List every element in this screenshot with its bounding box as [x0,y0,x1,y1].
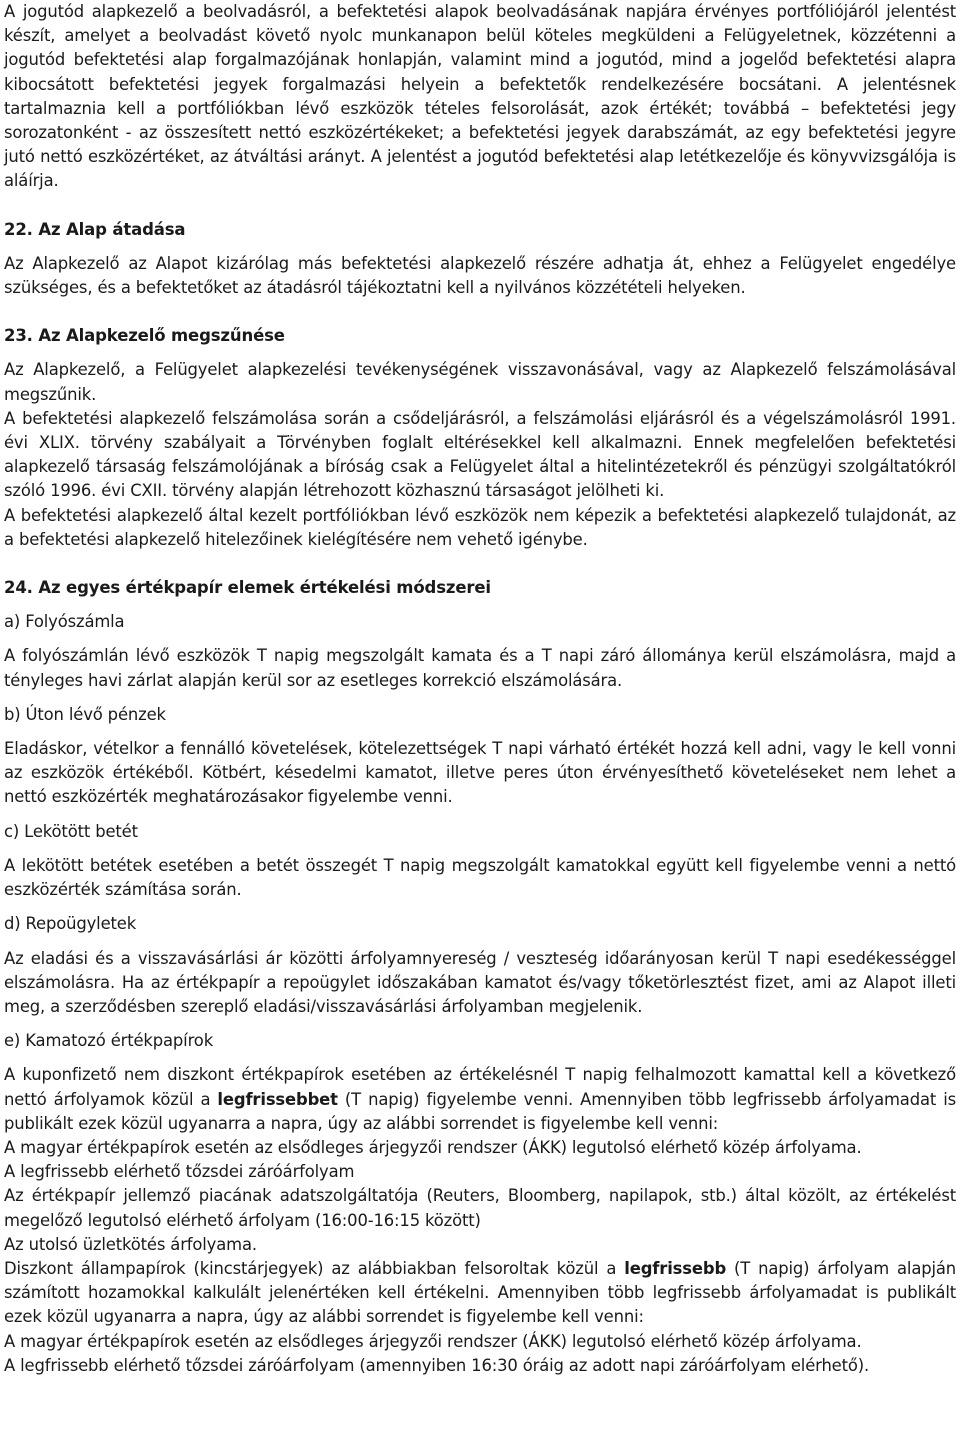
section-23-paragraph-2: A befektetési alapkezelő felszámolása során a csődeljárásról, a felszámolási eljárásról és a végelszámolásról 1991. évi XLIX. törvény szabályait a Törvényben foglalt eltérésekkel kell alkalmazni. Ennek megfelelően befektetési alapkezelő társaság felszámolójának a bíróság csak a Felügyelet által a hitelintézetekről és pénzügyi szolgáltatókról szóló 1996. évi CXII. törvény alapján létrehozott közhasznú társaságot jelölheti ki. [4,408,956,501]
subsection-e-list-item-4: Az utolsó üzletkötés árfolyama. [4,1234,257,1254]
subsection-d-title: d) Repoügyletek [4,914,137,934]
subsection-e-list-item-2: A legfrissebb elérhető tőzsdei záróárfolyam [4,1162,355,1182]
subsection-e-text-1-post: (T napig) figyelembe venni. Amennyiben több legfrissebb árfolyamadat is publikált ezek közül ugyanarra a napra, úgy az alábbi sorrendet is figyelembe kell venni: [4,1089,956,1133]
subsection-e-list-item-5: A magyar értékpapírok esetén az elsődleges árjegyzői rendszer (ÁKK) legutolsó elérhető közép árfolyama. [4,1331,862,1351]
subsection-e-list-item-1: A magyar értékpapírok esetén az elsődleges árjegyzői rendszer (ÁKK) legutolsó elérhető közép árfolyama. [4,1137,862,1157]
subsection-c-title: c) Lekötött betét [4,821,138,841]
subsection-e-text-2-pre: Diszkont állampapírok (kincstárjegyek) az alábbiakban felsoroltak közül a [4,1258,625,1278]
subsection-e-text-1 [4,1063,956,1136]
section-23-paragraph-3: A befektetési alapkezelő által kezelt portfóliókban lévő eszközök nem képezik a befektetési alapkezelő tulajdonát, az a befektetési alapkezelő hitelezőinek kielégítésére nem vehető igénybe. [4,505,956,549]
subsection-e-title: e) Kamatozó értékpapírok [4,1031,214,1051]
section-23-paragraph-1: Az Alapkezelő, a Felügyelet alapkezelési tevékenységének visszavonásával, vagy az Alapkezelő felszámolásával megszűnik. [4,360,956,404]
subsection-e-text-2-post: (T napig) árfolyam alapján számított hozamokkal kalkulált jelenértéken kell értékelni. Amennyiben több legfrissebb árfolyamadat is publikált ezek közül ugyanarra a napra, úgy az alábbi sorrendet is figyelembe kell venni: [4,1258,956,1327]
subsection-e-text-1-bold: legfrissebbet [217,1089,338,1109]
subsection-a-title: a) Folyószámla [4,612,125,632]
subsection-c-text: A lekötött betétek esetében a betét összegét T napig megszolgált kamatokkal együtt kell figyelembe venni a nettó eszközérték számítása során. [4,855,956,900]
section-24-heading: 24. Az egyes értékpapír elemek értékelési módszerei [4,578,491,598]
subsection-d-text: Az eladási és a visszavásárlási ár közötti árfolyamnyereség / veszteség időarányosan kerül T napi esedékességgel elszámolásra. Ha az értékpapír a repoügylet időszakában kamatot és/vagy tőketörlesztést fizet, ami az Alapot illeti meg, a szerződésben szereplő eladási/visszavásárlási árfolyamban megjelenik. [4,948,956,1016]
section-23-heading: 23. Az Alapkezelő megszűnése [4,326,285,346]
subsection-e-text-1-pre: A kuponfizető nem diszkont értékpapírok esetében az értékelésnél T napig felhalmozott kamattal kell a következő nettó árfolyamok közül a [4,1065,956,1109]
subsection-a-text: A folyószámlán lévő eszközök T napig megszolgált kamata és a T napi záró állománya kerül elszámolásra, majd a tényleges havi zárlat alapján kerül sor az esetleges korrekció elszámolására. [4,646,956,690]
subsection-e-text-2 [4,1257,956,1330]
section-22-paragraph: Az Alapkezelő az Alapot kizárólag más befektetési alapkezelő részére adhatja át, ehhez a Felügyelet engedélye szükséges, és a befektetőket az átadásról tájékoztatni kell a nyilvános közzétételi helyeken. [4,253,956,298]
subsection-b-text: Eladáskor, vételkor a fennálló követelések, kötelezettségek T napi várható értékét hozzá kell adni, vagy le kell vonni az eszközök értékéből. Kötbért, késedelmi kamatot, illetve peres úton érvényesíthető követeléseket nem lehet a nettó eszközérték meghatározásakor figyelembe venni. [4,739,956,807]
section-22-heading: 22. Az Alap átadása [4,219,186,239]
subsection-b-title: b) Úton lévő pénzek [4,704,166,724]
subsection-e-list-item-6: A legfrissebb elérhető tőzsdei záróárfolyam (amennyiben 16:30 óráig az adott napi záróárfolyam elérhető). [4,1355,870,1375]
intro-paragraph: A jogutód alapkezelő a beolvadásról, a befektetési alapok beolvadásának napjára érvényes portfóliójáról jelentést készít, amelyet a beolvadást követő nyolc munkanapon belül köteles megküldeni a Felügyeletnek, közzétenni a jogutód befektetési alap forgalmazójának honlapján, valamint mind a jogutód, mind a jogelőd befektetési alapra kibocsátott befektetési jegyek forgalmazási helyein a befektetők rendelkezésére bocsátani. A jelentésnek tartalmaznia kell a portfóliókban lévő eszközök tételes felsorolását, azok értékét; továbbá – befektetési jegy sorozatonként - az összesített nettó eszközértékeket; a befektetési jegyek darabszámát, az egy befektetési jegyre jutó nettó eszközértéket, az átváltási arányt. A jelentést a jogutód befektetési alap letétkezelője és könyvvizsgálója is aláírja. [4,2,956,191]
subsection-e-list-item-3: Az értékpapír jellemző piacának adatszolgáltatója (Reuters, Bloomberg, napilapok, stb.) által közölt, az értékelést megelőző legutolsó elérhető árfolyam (16:00-16:15 között) [4,1186,956,1230]
subsection-e-text-2-bold: legfrissebb [624,1258,727,1278]
